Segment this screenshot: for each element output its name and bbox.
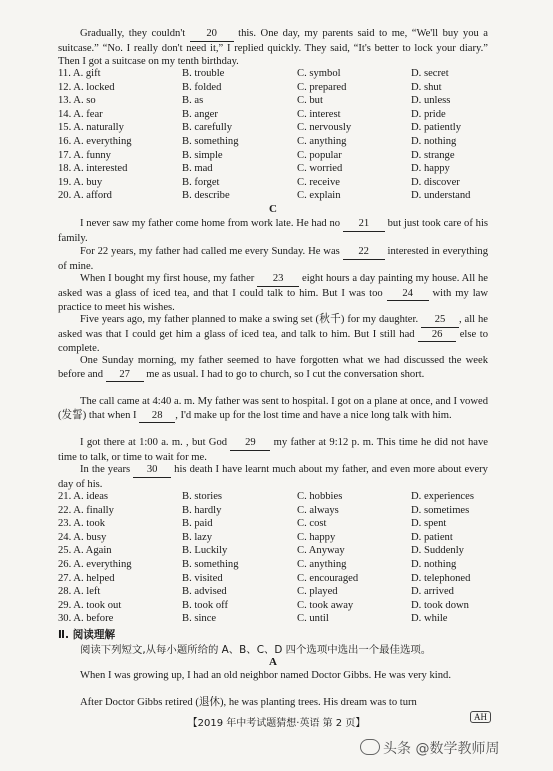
text: , all he asked was that I could get him a glass of iced tea, and talk to him. But I still had — [58, 314, 488, 340]
option-d: D. spent — [411, 518, 447, 530]
option-b: B. trouble — [182, 68, 225, 79]
text: this. One day, my parents said to me, “We'll buy you a suitcase.” “No. I really don't need it,” I replied quickly. They said, “It's better to lock your diary.” Then I got a suitcase on my tenth birthday. — [58, 28, 488, 68]
text: I got there at 1:00 a. m. , but God — [80, 437, 231, 448]
option-d: D. telephoned — [411, 572, 471, 584]
text: my father at 9:12 p. m. This time he did not have time to talk, or time to wait for me. — [58, 437, 489, 463]
option-b: B. lazy — [182, 531, 213, 543]
passage-a-paragraph-1: When I was growing up, I had an old neighbor named Doctor Gibbs. He was very kind. — [80, 670, 451, 681]
option-c: C. but — [297, 95, 323, 107]
option-d: D. experiences — [411, 491, 474, 502]
option-c: C. until — [297, 613, 329, 625]
passage-a-heading: A — [269, 656, 277, 668]
text: , I'd make up for the lost time and have a nice long talk with him. — [175, 409, 452, 421]
option-a: 19. A. buy — [58, 176, 103, 188]
section-c-paragraph-1 — [58, 217, 488, 245]
section-c-paragraph-7 — [58, 436, 488, 464]
option-c: C. nervously — [297, 122, 352, 134]
option-c: C. anything — [297, 136, 347, 147]
blank-30: 30 — [133, 463, 171, 478]
option-b: B. simple — [182, 149, 223, 161]
option-c: C. played — [297, 586, 338, 598]
section-c-paragraph-3 — [58, 272, 488, 315]
option-b: B. took off — [182, 599, 229, 611]
option-d: D. unless — [411, 95, 451, 107]
option-d: D. nothing — [411, 136, 457, 147]
text: but just took care of his family. — [58, 218, 489, 244]
option-c: C. encouraged — [297, 572, 359, 584]
blank-27: 27 — [106, 368, 144, 383]
option-a: 22. A. finally — [58, 504, 114, 516]
text: me as usual. I had to go to church, so I cut the conversation short. — [143, 368, 425, 380]
option-d: D. understand — [411, 190, 471, 202]
option-c: C. always — [297, 504, 339, 516]
blank-25: 25 — [421, 313, 459, 328]
text: For 22 years, my father had called me every Sunday. He was — [80, 246, 343, 257]
option-b: B. anger — [182, 108, 218, 120]
text: eight hours a day painting my house. All he asked was a glass of iced tea, and that I could talk to him. But I was too — [58, 273, 488, 299]
text: interested in everything of mine. — [58, 246, 488, 272]
option-d: D. discover — [411, 176, 460, 188]
text: In the years — [80, 464, 134, 475]
option-b: B. visited — [182, 572, 223, 584]
option-b: B. mad — [182, 163, 213, 175]
option-a: 13. A. so — [58, 95, 96, 107]
watermark-text: 头条 @数学教师周 — [383, 741, 500, 757]
text: his death I have learnt much about my father, and even more about every day of his. — [58, 464, 488, 490]
blank-26: 26 — [418, 328, 456, 343]
blank-23: 23 — [257, 272, 299, 287]
option-b: B. advised — [182, 586, 227, 598]
option-b: B. hardly — [182, 504, 222, 516]
section-c-paragraph-2 — [58, 245, 488, 273]
option-c: C. cost — [297, 518, 327, 530]
section-c-paragraph-6 — [58, 395, 488, 423]
option-c: C. Anyway — [297, 545, 345, 557]
option-c: C. worried — [297, 163, 343, 175]
option-b: B. carefully — [182, 122, 233, 134]
section-c-heading: C — [269, 203, 277, 215]
option-c: C. popular — [297, 149, 342, 161]
option-b: B. as — [182, 95, 204, 107]
text: I never saw my father come home from work late. He had no — [80, 218, 343, 229]
text: One Sunday morning, my father seemed to have forgotten what we had discussed the week before and — [58, 355, 488, 380]
option-a: 12. A. locked — [58, 81, 115, 93]
blank-20: 20 — [190, 27, 234, 42]
text: with my law practice to meet his wishes. — [58, 287, 488, 314]
option-a: 17. A. funny — [58, 149, 111, 161]
option-d: D. shut — [411, 81, 442, 93]
option-a: 26. A. everything — [58, 559, 132, 570]
option-d: D. while — [411, 613, 448, 625]
option-b: B. forget — [182, 176, 220, 188]
option-b: B. folded — [182, 81, 222, 93]
option-d: D. patient — [411, 531, 453, 543]
option-c: C. hobbies — [297, 491, 343, 502]
option-b: B. something — [182, 136, 239, 147]
option-b: B. Luckily — [182, 545, 228, 557]
text: When I bought my first house, my father — [80, 273, 258, 284]
option-a: 21. A. ideas — [58, 491, 109, 502]
option-a: 23. A. took — [58, 518, 106, 530]
blank-28: 28 — [139, 409, 175, 424]
option-d: D. patiently — [411, 122, 462, 134]
option-d: D. nothing — [411, 559, 457, 570]
option-c: C. symbol — [297, 68, 341, 79]
option-d: D. sometimes — [411, 504, 470, 516]
option-c: C. happy — [297, 531, 336, 543]
text: The call came at 4:40 a. m. My father was sent to hospital. I got on a plane at once, and I vowed (发誓) that when I — [58, 396, 488, 421]
page-footer: 【2019 年中考试题猜想·英语 第 2 页】 — [187, 718, 366, 729]
text: else to complete. — [58, 328, 488, 355]
option-a: 18. A. interested — [58, 163, 128, 175]
option-c: C. took away — [297, 599, 354, 611]
text: Five years ago, my father planned to make a swing set (秋千) for my daughter. — [80, 314, 421, 325]
option-a: 15. A. naturally — [58, 122, 124, 134]
option-b: B. describe — [182, 190, 230, 202]
option-c: C. anything — [297, 559, 347, 570]
footer-badge: AH — [470, 711, 491, 723]
option-b: B. stories — [182, 491, 223, 502]
option-a: 16. A. everything — [58, 136, 132, 147]
section-c-paragraph-8 — [58, 463, 488, 491]
option-a: 29. A. took out — [58, 599, 122, 611]
option-b: B. since — [182, 613, 217, 625]
option-c: C. explain — [297, 190, 341, 202]
reading-section-title: Ⅱ. 阅读理解 — [58, 629, 116, 641]
reading-instruction: 阅读下列短文,从每小题所给的 A、B、C、D 四个选项中选出一个最佳选项。 — [80, 644, 432, 656]
text: Gradually, they couldn't — [80, 28, 190, 39]
option-d: D. happy — [411, 163, 450, 175]
blank-22: 22 — [343, 245, 385, 260]
blank-29: 29 — [230, 436, 270, 451]
blank-24: 24 — [387, 287, 429, 302]
option-d: D. arrived — [411, 586, 454, 598]
option-d: D. Suddenly — [411, 545, 464, 557]
section-c-paragraph-4 — [58, 313, 488, 356]
option-a: 30. A. before — [58, 613, 114, 625]
option-d: D. took down — [411, 599, 469, 611]
option-d: D. secret — [411, 68, 449, 79]
option-a: 20. A. afford — [58, 190, 112, 202]
option-a: 11. A. gift — [58, 68, 101, 79]
option-d: D. strange — [411, 149, 455, 161]
option-a: 25. A. Again — [58, 545, 112, 557]
option-d: D. pride — [411, 108, 446, 120]
option-c: C. interest — [297, 108, 341, 120]
option-a: 27. A. helped — [58, 572, 115, 584]
option-a: 14. A. fear — [58, 108, 103, 120]
option-c: C. receive — [297, 176, 340, 188]
blank-21: 21 — [343, 217, 385, 232]
section-c-paragraph-5 — [58, 354, 488, 382]
option-c: C. prepared — [297, 81, 347, 93]
passage-b-paragraph — [58, 27, 488, 69]
watermark-logo-icon — [360, 739, 380, 755]
passage-a-paragraph-2: After Doctor Gibbs retired (退休), he was planting trees. His dream was to turn — [80, 697, 417, 708]
watermark — [360, 738, 499, 758]
option-b: B. something — [182, 559, 239, 570]
option-a: 28. A. left — [58, 586, 101, 598]
option-a: 24. A. busy — [58, 531, 107, 543]
option-b: B. paid — [182, 518, 213, 530]
